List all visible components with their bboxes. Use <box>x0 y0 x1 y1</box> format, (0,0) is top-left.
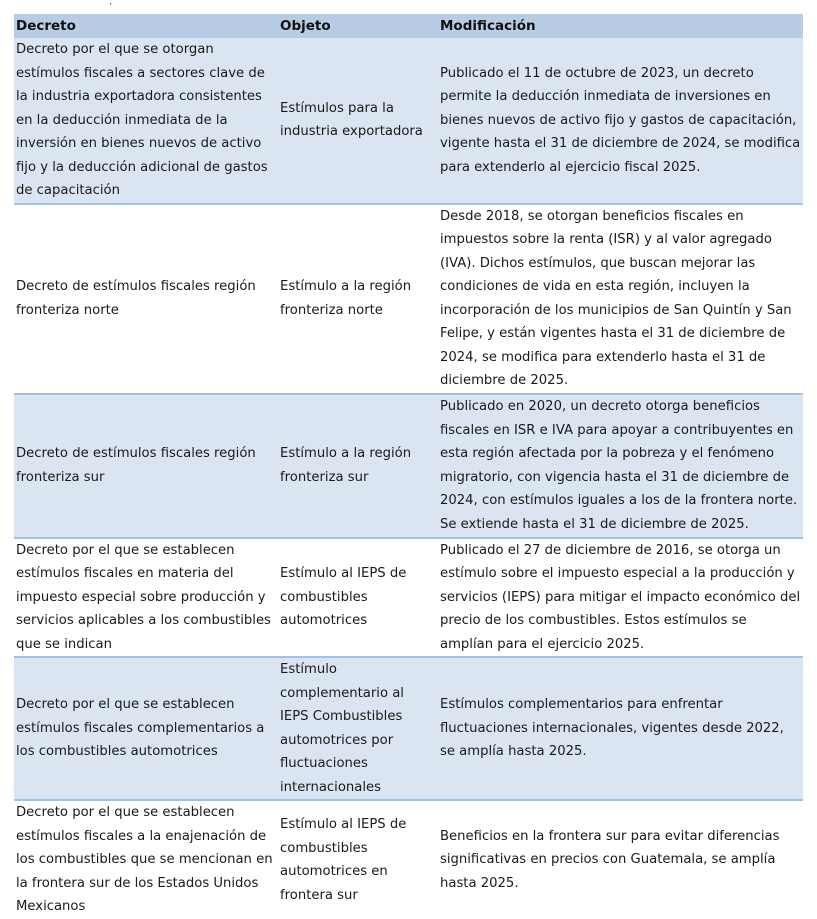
table-row <box>14 394 803 538</box>
header-objeto: Objeto <box>278 14 438 38</box>
cell-objeto: Estímulo a la región fronteriza sur <box>278 394 438 538</box>
cropped-caption-fragment <box>14 0 804 6</box>
table-row <box>14 204 803 394</box>
table-row <box>14 38 803 204</box>
cell-modificacion: Publicado en 2020, un decreto otorga beneficios fiscales en ISR e IVA para apoyar a contribuyentes en esta región afectada por la pobreza y el fenómeno migratorio, con vigencia hasta el 31 de diciembre de 2024, con estímulos iguales a los de la frontera norte. Se extiende hasta el 31 de diciembre de 2025. <box>438 394 803 538</box>
header-decreto: Decreto <box>14 14 278 38</box>
cell-modificacion: Publicado el 27 de diciembre de 2016, se otorga un estímulo sobre el impuesto especial a la producción y servicios (IEPS) para mitigar el impacto económico del precio de los combustibles. Estos estímulos se amplían para el ejercicio 2025. <box>438 538 803 658</box>
cell-decreto: Decreto por el que se otorgan estímulos fiscales a sectores clave de la industria exportadora consistentes en la deducción inmediata de la inversión en bienes nuevos de activo fijo y la deducción adicional de gastos de capacitación <box>14 38 278 204</box>
cell-decreto: Decreto por el que se establecen estímulos fiscales en materia del impuesto especial sobre producción y servicios aplicables a los combustibles que se indican <box>14 538 278 658</box>
cell-objeto: Estímulos para la industria exportadora <box>278 38 438 204</box>
cell-objeto: Estímulo al IEPS de combustibles automotrices en frontera sur <box>280 817 407 903</box>
table-row <box>14 538 803 658</box>
header-modificacion: Modificación <box>438 14 803 38</box>
table-row <box>14 657 803 800</box>
cell-decreto: Decreto de estímulos fiscales región fronteriza sur <box>14 394 278 538</box>
cell-decreto: Decreto por el que se establecen estímulos fiscales complementarios a los combustibles automotrices <box>14 657 278 800</box>
table-header <box>14 14 803 38</box>
cell-objeto: Estímulo a la región fronteriza norte <box>278 204 438 394</box>
cell-modificacion: Beneficios en la frontera sur para evitar diferencias significativas en precios con Guatemala, se amplía hasta 2025. <box>440 828 780 891</box>
table-body <box>14 38 803 919</box>
cell-objeto: Estímulo complementario al IEPS Combustibles automotrices por fluctuaciones internacionales <box>278 657 438 800</box>
cell-decreto: Decreto de estímulos fiscales región fronteriza norte <box>14 204 278 394</box>
cell-modificacion: Publicado el 11 de octubre de 2023, un decreto permite la deducción inmediata de inversiones en bienes nuevos de activo fijo y gastos de capacitación, vigente hasta el 31 de diciembre de 2024, se modifica para extenderlo al ejercicio fiscal 2025. <box>438 38 803 204</box>
cell-modificacion: Estímulos complementarios para enfrentar fluctuaciones internacionales, vigentes desde 2022, se amplía hasta 2025. <box>438 657 803 800</box>
decrees-table <box>14 14 803 919</box>
cell-objeto: Estímulo al IEPS de combustibles automotrices <box>278 538 438 658</box>
table-row <box>14 800 803 919</box>
cell-decreto: Decreto por el que se establecen estímulos fiscales a la enajenación de los combustibles que se mencionan en la frontera sur de los Estados Unidos Mexicanos <box>16 805 273 915</box>
cell-modificacion: Desde 2018, se otorgan beneficios fiscales en impuestos sobre la renta (ISR) y al valor agregado (IVA). Dichos estímulos, que buscan mejorar las condiciones de vida en esta región, incluyen la incorporación de los municipios de San Quintín y San Felipe, y están vigentes hasta el 31 de diciembre de 2024, se modifica para extenderlo hasta el 31 de diciembre de 2025. <box>438 204 803 394</box>
header-row <box>14 14 803 38</box>
